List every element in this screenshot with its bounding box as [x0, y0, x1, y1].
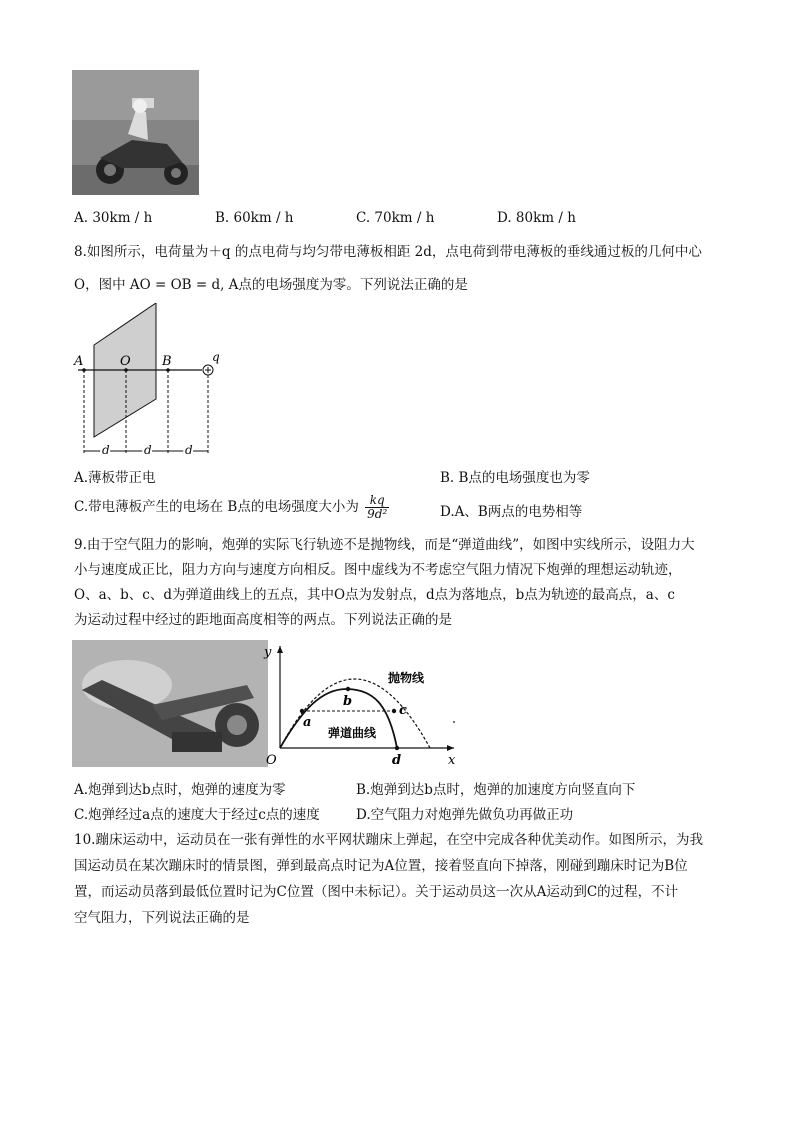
q8-label-d2: d: [144, 443, 152, 457]
q8-option-c-fraction: [365, 494, 389, 521]
q8-option-c-den: 9d²: [367, 507, 388, 521]
q9-option-a: A.炮弹到达b点时，炮弹的速度为零: [74, 782, 286, 798]
q8-plate-diagram: [72, 303, 232, 463]
q9-label-parabola: 抛物线: [388, 671, 425, 685]
q10-line1: 10.蹦床运动中，运动员在一张有弹性的水平网状蹦床上弹起，在空中完成各种优美动作。如图所示，为我: [74, 832, 703, 848]
q9-stem-line3: O、a、b、c、d为弹道曲线上的五点，其中O点为发射点，d点为落地点，b点为轨迹的最高点，a、c: [74, 587, 675, 603]
q9-label-o: O: [266, 753, 277, 768]
q8-label-q: q: [212, 350, 220, 364]
q9-option-d: D.空气阻力对炮弹先做负功再做正功: [356, 807, 574, 823]
q8-stem-line1: 8.如图所示，电荷量为＋q 的点电荷与均匀带电薄板相距 2d，点电荷到带电薄板的垂线通过板的几何中心: [74, 244, 702, 260]
cannon-photo: [72, 640, 268, 767]
q9-stem-line2: 小与速度成正比，阻力方向与速度方向相反。图中虚线为不考虑空气阻力情况下炮弹的理想运动轨迹，: [74, 562, 682, 578]
q8-label-a: A: [74, 354, 84, 369]
q8-option-c-text: C.带电薄板产生的电场在 B点的电场强度大小为: [74, 499, 359, 515]
motorcycle-photo: [72, 70, 199, 195]
q7-option-c: C. 70km / h: [356, 210, 435, 226]
q9-option-b: B.炮弹到达b点时，炮弹的加速度方向竖直向下: [356, 782, 636, 798]
q8-option-c: [74, 494, 391, 521]
q9-label-c: c: [399, 703, 407, 718]
q7-option-b: B. 60km / h: [215, 210, 294, 226]
q10-line2: 国运动员在某次蹦床时的情景图，弹到最高点时记为A位置，接着竖直向下掉落，刚碰到蹦床时记为B位: [74, 858, 688, 874]
q8-option-d: D.A、B两点的电势相等: [440, 504, 583, 520]
q8-option-a: A.薄板带正电: [74, 470, 156, 486]
q8-option-b: B. B点的电场强度也为零: [440, 470, 590, 486]
q9-axis-y: y: [264, 645, 272, 660]
q9-stem-line4: 为运动过程中经过的距地面高度相等的两点。下列说法正确的是: [74, 612, 452, 628]
q8-option-c-num: kq: [365, 494, 389, 508]
q8-label-o: O: [120, 354, 131, 369]
q9-trajectory-graph: [262, 640, 462, 770]
q8-label-b: B: [162, 354, 172, 369]
q8-label-d1: d: [102, 443, 110, 457]
q9-label-ballistic: 弹道曲线: [328, 726, 377, 740]
q9-axis-x: x: [448, 753, 456, 768]
q7-option-d: D. 80km / h: [497, 210, 576, 226]
q7-option-a: A. 30km / h: [74, 210, 153, 226]
q9-stem-line1: 9.由于空气阻力的影响，炮弹的实际飞行轨迹不是抛物线，而是“弹道曲线”，如图中实线所示，设阻力大: [74, 537, 695, 553]
q10-line4: 空气阻力，下列说法正确的是: [74, 910, 250, 926]
q9-label-d: d: [392, 753, 402, 768]
q8-stem-line2: O，图中 AO = OB = d, A点的电场强度为零。下列说法正确的是: [74, 277, 468, 293]
q10-line3: 置，而运动员落到最低位置时记为C位置（图中未标记）。关于运动员这一次从A运动到C的过程，不计: [74, 884, 679, 900]
q9-option-c: C.炮弹经过a点的速度大于经过c点的速度: [74, 807, 320, 823]
q9-label-b: b: [343, 694, 353, 709]
q9-label-a: a: [303, 715, 312, 730]
q8-label-d3: d: [185, 443, 193, 457]
